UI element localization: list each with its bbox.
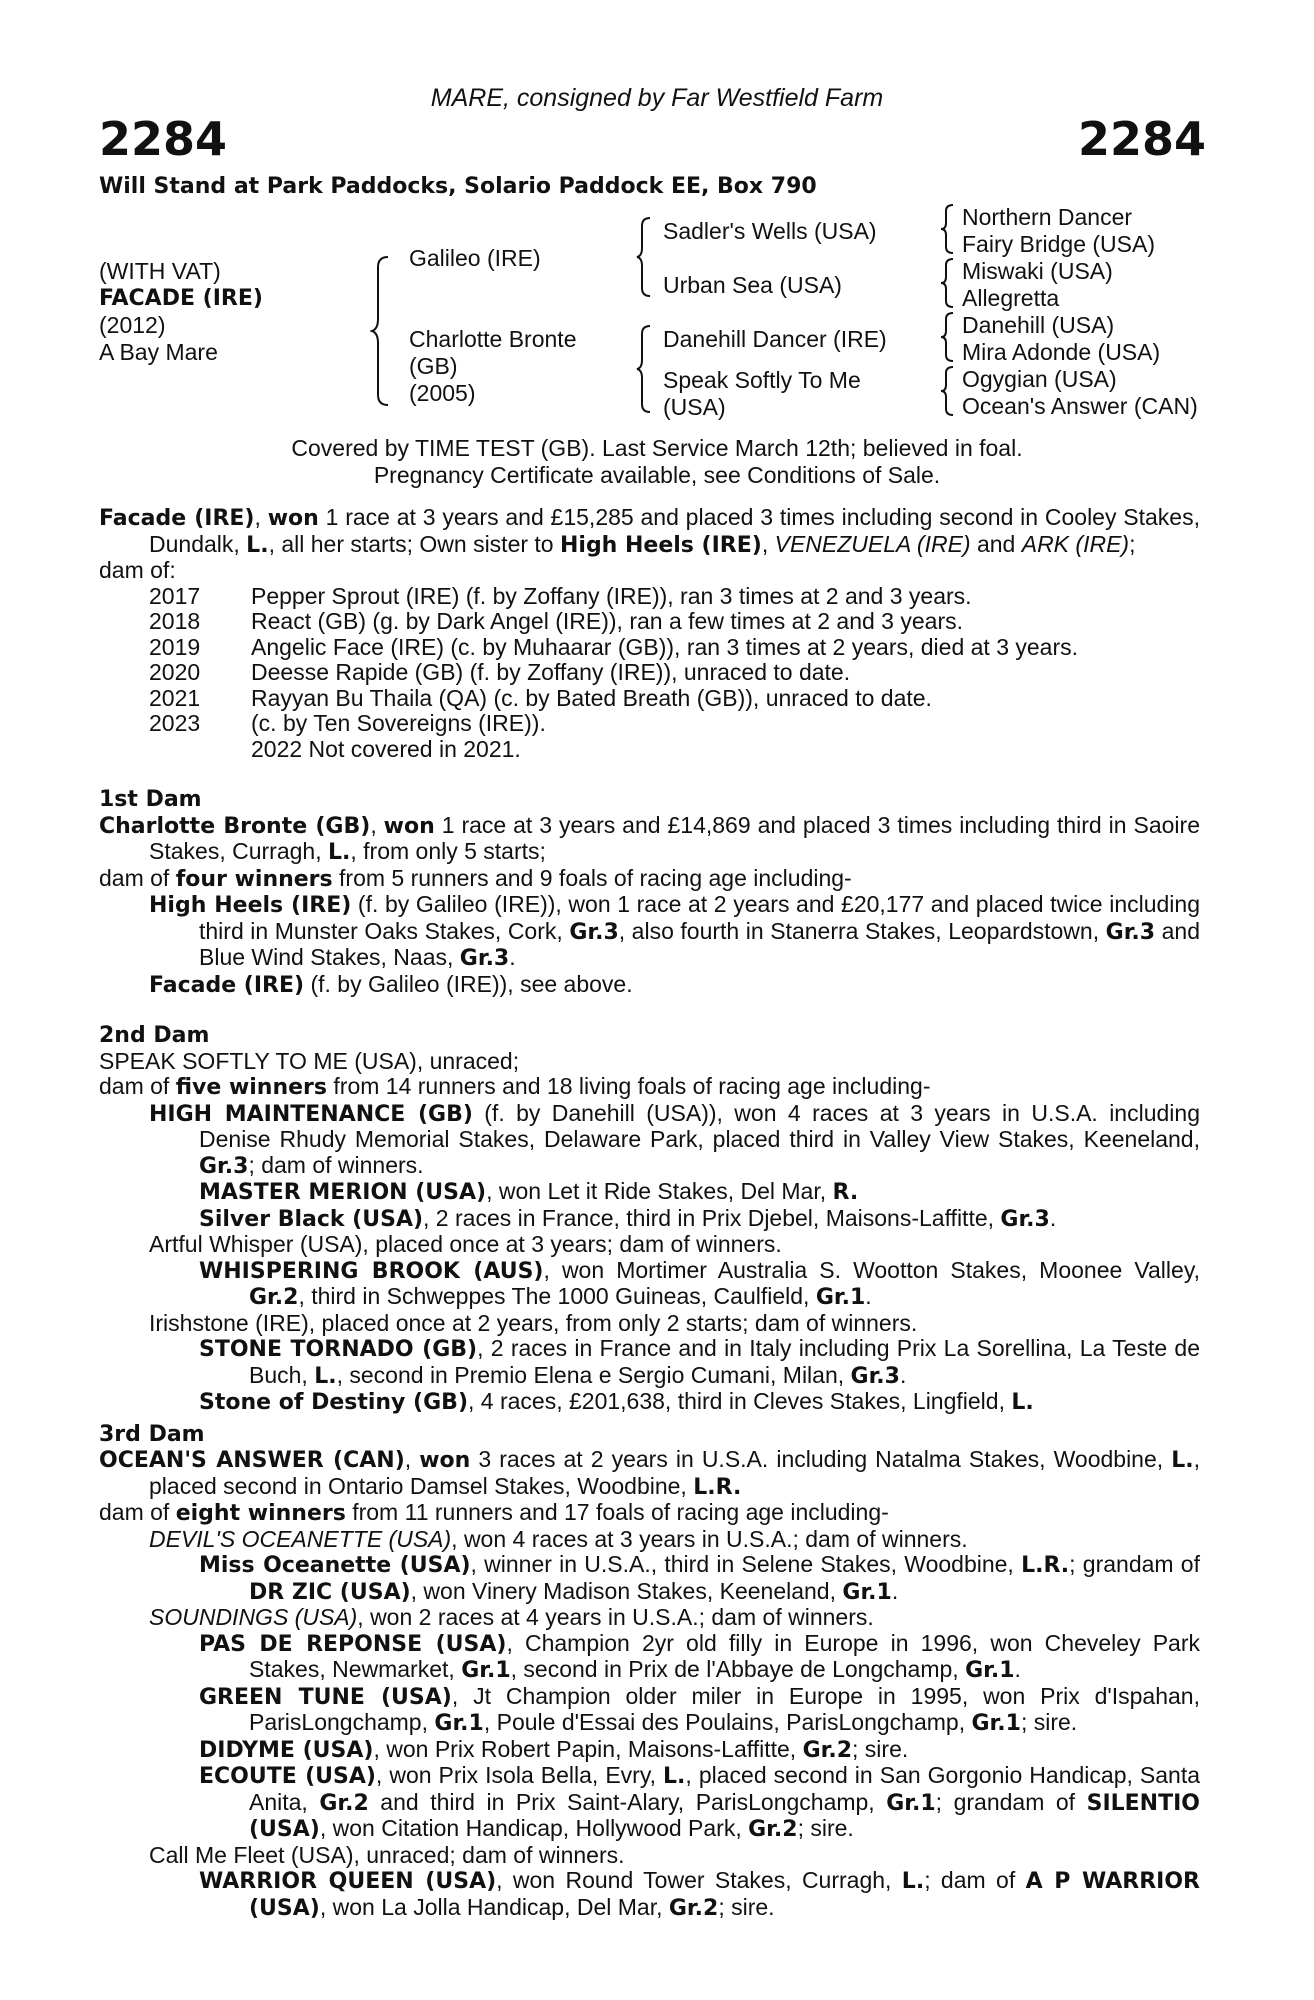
gen3-name-1: Northern Dancer: [962, 204, 1133, 230]
summary-text: from 14 runners and 18 living foals of racing age including-: [327, 1073, 931, 1099]
progeny-year: [149, 737, 251, 763]
progeny-row: [149, 584, 1200, 610]
silentio-name: SILENTIO (USA): [249, 1790, 1200, 1842]
progeny-text: Pepper Sprout (IRE) (f. by Zoffany (IRE)), ran 3 times at 2 and 3 years.: [251, 582, 972, 609]
progeny-text: Rayyan Bu Thaila (QA) (c. by Bated Breath (GB)), unraced to date.: [251, 684, 932, 711]
high-maintenance-name: HIGH MAINTENANCE (GB): [149, 1101, 473, 1127]
listed-label: L.: [1011, 1390, 1034, 1415]
entry-text: , Jt Champion older miler in Europe in 1995, won Prix d'Ispahan, ParisLongchamp,: [249, 1682, 1200, 1735]
facade-entry-name: Facade (IRE): [149, 972, 305, 998]
entry-text: , won 4 races at 3 years in U.S.A.; dam of winners.: [451, 1525, 968, 1552]
listed-restricted-label: L.R.: [1021, 1553, 1070, 1578]
grade-label: Gr.1: [842, 1579, 892, 1605]
ecoute-entry: [199, 1763, 1200, 1843]
entry-text: .: [891, 1577, 899, 1604]
entry-text: ; grandam of: [935, 1788, 1087, 1815]
first-dam-text-2: , from only 5 starts;: [350, 838, 546, 864]
sire-sire: Sadler's Wells (USA): [663, 218, 877, 244]
entry-text: ; dam of winners.: [248, 1151, 424, 1178]
progeny-year: 2018: [149, 608, 201, 634]
miss-oceanette-entry: [199, 1552, 1200, 1605]
horse-name: FACADE (IRE): [99, 286, 263, 311]
winners-count: four winners: [175, 866, 333, 892]
third-dam-paragraph: OCEAN'S ANSWER (CAN), won 3 races at 2 years in U.S.A. including Natalma Stakes, Woodbine, L., placed second in Ontario Damsel Stakes, Woodbine, L.R.: [99, 1446, 1200, 1500]
grade-label: Gr.3: [199, 1153, 249, 1179]
gen3-name-8: Ocean's Answer (CAN): [962, 393, 1198, 419]
grade-label: Gr.2: [668, 1895, 719, 1921]
third-dam-heading: 3rd Dam: [99, 1421, 205, 1447]
second-dam-produce-summary: [99, 1074, 1200, 1101]
grade-label: Gr.2: [249, 1285, 299, 1310]
grade-label: Gr.2: [802, 1737, 853, 1763]
progeny-row: [149, 711, 1200, 737]
dam-name-line3: (2005): [409, 380, 476, 406]
vat-label: (WITH VAT): [99, 258, 221, 284]
dam-dam-line1: Speak Softly To Me: [663, 367, 861, 393]
first-dam-paragraph: Charlotte Bronte (GB), won 1 race at 3 years and £14,869 and placed 3 times including third in Saoire Stakes, Curragh, L., from only 5 starts;: [99, 811, 1200, 865]
stand-location: Will Stand at Park Paddocks, Solario Paddock EE, Box 790: [99, 174, 817, 199]
whispering-brook-entry: [199, 1258, 1200, 1311]
gen3-name-3: Miswaki (USA): [962, 258, 1113, 284]
entry-text: , third in Schweppes The 1000 Guineas, Caulfield,: [298, 1283, 816, 1309]
pas-de-reponse-name: PAS DE REPONSE (USA): [199, 1631, 507, 1657]
call-me-fleet-entry: Call Me Fleet (USA), unraced; dam of winners.: [149, 1841, 625, 1868]
progeny-year: 2017: [149, 582, 201, 609]
soundings-entry: [149, 1605, 1200, 1631]
master-merion-name: MASTER MERION (USA): [199, 1180, 487, 1205]
devils-oceanette-entry: [149, 1527, 1200, 1553]
entry-text: , won Round Tower Stakes, Curragh,: [496, 1867, 902, 1893]
consignor-line: MARE, consigned by Far Westfield Farm: [430, 84, 884, 112]
progeny-row: [149, 686, 1200, 712]
entry-text: , won Prix Robert Papin, Maisons-Laffitte,: [373, 1735, 803, 1762]
lot-number-right: 2284: [1077, 112, 1206, 166]
stone-tornado-name: STONE TORNADO (GB): [199, 1337, 478, 1362]
entry-text: .: [1014, 1656, 1021, 1682]
first-dam-heading: 1st Dam: [99, 787, 202, 812]
stone-tornado-entry: [199, 1336, 1200, 1389]
stone-of-destiny-entry: [199, 1389, 1200, 1416]
progeny-row: [149, 737, 1200, 763]
entry-text: , 2 races in France, third in Prix Djebel, Maisons-Laffitte,: [423, 1204, 1001, 1231]
first-dam-text-1: 1 race at 3 years and £14,869 and placed 3 times including third in Saoire Stakes, Curragh,: [149, 811, 1200, 864]
entry-text: (f. by Danehill (USA)), won 4 races at 3 years in U.S.A. including Denise Rhudy Memorial Stakes, Delaware Park, placed third in Valley View Stakes, Keeneland,: [199, 1099, 1200, 1152]
grade-label: Gr.3: [1000, 1206, 1050, 1232]
ecoute-name: ECOUTE (USA): [199, 1764, 376, 1789]
facade-text-1: 1 race at 3 years and £15,285 and placed 3 times including second in Cooley Stakes, Dundalk,: [149, 504, 1200, 557]
progeny-row: [149, 635, 1200, 661]
covering-line-1: Covered by TIME TEST (GB). Last Service March 12th; believed in foal.: [291, 435, 1023, 461]
grade-label: Gr.1: [971, 1711, 1021, 1736]
dr-zic-name: DR ZIC (USA): [249, 1579, 411, 1605]
horse-description: A Bay Mare: [99, 339, 218, 365]
progeny-year: 2023: [149, 710, 201, 736]
warrior-queen-name: WARRIOR QUEEN (USA): [199, 1869, 497, 1894]
summary-text: dam of: [99, 1499, 176, 1525]
entry-text: .: [865, 1283, 872, 1309]
entry-text: ; sire.: [797, 1815, 854, 1841]
didyme-entry: [199, 1737, 1200, 1764]
entry-text: ; grandam of: [1069, 1551, 1200, 1577]
progeny-year: 2019: [149, 633, 201, 660]
grade-label: Gr.3: [1105, 919, 1156, 945]
second-dam-heading: 2nd Dam: [99, 1023, 210, 1048]
progeny-row: [149, 609, 1200, 635]
progeny-text: React (GB) (g. by Dark Angel (IRE)), ran a few times at 2 and 3 years.: [251, 608, 963, 634]
third-dam-name: OCEAN'S ANSWER (CAN): [99, 1448, 405, 1473]
entry-text: .: [509, 944, 516, 970]
entry-text: .: [899, 1361, 907, 1388]
covering-line-2: Pregnancy Certificate available, see Conditions of Sale.: [373, 462, 941, 488]
warrior-queen-entry: [199, 1868, 1200, 1921]
facade-text-5: ;: [1129, 530, 1136, 557]
whispering-brook-name: WHISPERING BROOK (AUS): [199, 1258, 544, 1284]
sire-dam: Urban Sea (USA): [663, 272, 842, 298]
dam-brace: [636, 324, 654, 414]
sire-name: Galileo (IRE): [409, 245, 541, 271]
stone-of-destiny-name: Stone of Destiny (GB): [199, 1390, 468, 1415]
gen3-name-6: Mira Adonde (USA): [962, 339, 1161, 365]
progeny-row: [149, 660, 1200, 686]
entry-text: , placed second in Ontario Damsel Stakes, Woodbine,: [149, 1446, 1200, 1499]
grade-label: Gr.1: [965, 1658, 1015, 1683]
restricted-label: R.: [832, 1180, 859, 1205]
progeny-text: 2022 Not covered in 2021.: [251, 735, 521, 762]
entry-text: , won Mortimer Australia S. Wootton Stakes, Moonee Valley,: [543, 1256, 1200, 1283]
grade-label: Gr.2: [319, 1790, 369, 1816]
entry-text: , second in Prix de l'Abbaye de Longchamp,: [510, 1656, 966, 1682]
grade-label: Gr.1: [815, 1285, 866, 1310]
gen3-brace-4: [940, 365, 956, 417]
ap-warrior-name: A P WARRIOR (USA): [249, 1869, 1200, 1921]
didyme-name: DIDYME (USA): [199, 1737, 374, 1763]
first-dam-name: Charlotte Bronte (GB): [99, 813, 371, 839]
soundings-name: SOUNDINGS (USA): [149, 1604, 358, 1630]
progeny-year: 2021: [149, 684, 201, 711]
entry-text: ; sire.: [852, 1735, 909, 1762]
dam-name-line1: Charlotte Bronte: [409, 326, 577, 352]
silver-black-entry: [199, 1206, 1200, 1233]
entry-text: , second in Premio Elena e Sergio Cumani, Milan,: [336, 1361, 851, 1388]
grade-label: Gr.1: [461, 1658, 511, 1683]
miss-oceanette-name: Miss Oceanette (USA): [199, 1553, 471, 1578]
facade-text-2: , all her starts; Own sister to: [268, 530, 560, 557]
entry-text: (f. by Galileo (IRE)), see above.: [304, 970, 633, 997]
gen3-brace-2: [940, 257, 956, 309]
summary-text: from 11 runners and 17 foals of racing age including-: [345, 1499, 889, 1525]
grade-label: Gr.3: [850, 1363, 900, 1389]
lot-number-left: 2284: [99, 112, 228, 166]
facade-sibling-3: ARK (IRE): [1021, 530, 1130, 557]
entry-text: , won Citation Handicap, Hollywood Park,: [319, 1815, 749, 1841]
catalogue-body: [99, 505, 1200, 1921]
artful-whisper-entry: Artful Whisper (USA), placed once at 3 years; dam of winners.: [149, 1231, 782, 1257]
facade-listed: L.: [246, 532, 269, 558]
pas-de-reponse-entry: [199, 1631, 1200, 1684]
pedigree-brace: [370, 255, 392, 407]
progeny-text: Deesse Rapide (GB) (f. by Zoffany (IRE)), unraced to date.: [251, 659, 851, 685]
high-heels-name: High Heels (IRE): [149, 893, 352, 918]
progeny-text: (c. by Ten Sovereigns (IRE)).: [251, 710, 546, 736]
third-dam-produce-summary: [99, 1500, 1200, 1527]
winners-count: five winners: [175, 1075, 328, 1100]
first-dam-won: won: [383, 813, 435, 839]
facade-sister: High Heels (IRE): [559, 532, 762, 558]
sire-brace: [636, 216, 654, 298]
green-tune-entry: [199, 1684, 1200, 1737]
listed-label: L.: [663, 1764, 686, 1789]
foaling-year: (2012): [99, 312, 166, 338]
facade-sibling-2: VENEZUELA (IRE): [774, 530, 971, 557]
entry-text: .: [1049, 1204, 1057, 1231]
listed-restricted-label: L.R.: [693, 1474, 742, 1500]
facade-won: won: [267, 506, 319, 531]
master-merion-entry: [199, 1179, 1200, 1206]
first-dam-produce-summary: [99, 866, 1200, 893]
gen3-brace-1: [940, 203, 956, 255]
listed-label: L.: [1171, 1448, 1194, 1473]
entry-text: , 4 races, £201,638, third in Cleves Stakes, Lingfield,: [468, 1388, 1012, 1414]
summary-text: dam of: [99, 864, 176, 891]
facade-text-4: and: [970, 530, 1022, 557]
dam-name-line2: (GB): [409, 353, 458, 379]
first-dam-listed: L.: [327, 840, 351, 865]
entry-text: , 2 races in France and in Italy including Prix La Sorellina, La Teste de Buch,: [249, 1335, 1200, 1388]
entry-text: ; dam of: [924, 1867, 1026, 1893]
grade-label: Gr.3: [459, 946, 510, 971]
listed-label: L.: [901, 1869, 925, 1894]
entry-text: ; sire.: [718, 1893, 775, 1920]
entry-text: , Champion 2yr old filly in Europe in 1996, won Cheveley Park Stakes, Newmarket,: [249, 1629, 1201, 1682]
covering-note: [0, 435, 1314, 489]
high-heels-entry: [149, 892, 1200, 972]
facade-paragraph: Facade (IRE), won 1 race at 3 years and £15,285 and placed 3 times including second in Cooley Stakes, Dundalk, L., all her starts; Own sister to High Heels (IRE), VENEZUELA (IRE) and ARK (IRE);: [99, 504, 1200, 558]
devils-oceanette-name: DEVIL'S OCEANETTE (USA): [149, 1525, 452, 1552]
dam-dam-line2: (USA): [663, 394, 726, 420]
entry-text: (f. by Galileo (IRE)), won 1 race at 2 years and £20,177 and placed twice including third in Munster Oaks Stakes, Cork,: [199, 891, 1200, 944]
summary-text: dam of: [99, 1073, 176, 1099]
entry-text: , won 2 races at 4 years in U.S.A.; dam of winners.: [357, 1604, 874, 1630]
gen3-name-2: Fairy Bridge (USA): [962, 231, 1155, 257]
entry-text: , Poule d'Essai des Poulains, ParisLongchamp,: [483, 1709, 972, 1735]
high-maintenance-entry: [149, 1101, 1200, 1180]
gen3-name-4: Allegretta: [962, 285, 1060, 311]
summary-text: from 5 runners and 9 foals of racing age including-: [332, 864, 852, 891]
green-tune-name: GREEN TUNE (USA): [199, 1684, 452, 1710]
grade-label: Gr.1: [886, 1790, 936, 1816]
entry-text: , placed second in San Gorgonio Handicap, Santa Anita,: [249, 1762, 1200, 1815]
second-dam-line: SPEAK SOFTLY TO ME (USA), unraced;: [99, 1047, 520, 1074]
facade-entry: [149, 972, 1200, 999]
entry-text: , won Let it Ride Stakes, Del Mar,: [486, 1178, 833, 1204]
gen3-brace-3: [940, 311, 956, 363]
grade-label: Gr.2: [748, 1817, 798, 1842]
dam-sire: Danehill Dancer (IRE): [663, 326, 887, 352]
progeny-list: [99, 584, 1200, 763]
entry-text: and Blue Wind Stakes, Naas,: [199, 917, 1200, 970]
gen3-name-5: Danehill (USA): [962, 312, 1115, 338]
progeny-year: 2020: [149, 659, 201, 685]
third-dam-won: won: [419, 1448, 471, 1473]
entry-text: , winner in U.S.A., third in Selene Stakes, Woodbine,: [470, 1551, 1022, 1577]
grade-label: Gr.1: [434, 1711, 484, 1736]
entry-text: and third in Prix Saint-Alary, ParisLongchamp,: [368, 1788, 887, 1815]
facade-name: Facade (IRE): [99, 506, 255, 531]
facade-text-3: ,: [761, 530, 775, 557]
entry-text: , won Vinery Madison Stakes, Keeneland,: [410, 1577, 843, 1604]
silver-black-name: Silver Black (USA): [199, 1206, 424, 1232]
listed-label: L.: [314, 1363, 337, 1389]
gen3-name-7: Ogygian (USA): [962, 366, 1117, 392]
winners-count: eight winners: [175, 1501, 346, 1526]
entry-text: , won La Jolla Handicap, Del Mar,: [319, 1893, 669, 1920]
entry-text: , won Prix Isola Bella, Evry,: [375, 1762, 664, 1788]
irishstone-entry: Irishstone (IRE), placed once at 2 years, from only 2 starts; dam of winners.: [149, 1309, 918, 1336]
entry-text: , also fourth in Stanerra Stakes, Leopardstown,: [618, 917, 1106, 944]
entry-text: 3 races at 2 years in U.S.A. including Natalma Stakes, Woodbine,: [470, 1446, 1172, 1472]
entry-text: ; sire.: [1020, 1709, 1078, 1735]
facade-dam-of: dam of:: [99, 557, 176, 583]
grade-label: Gr.3: [569, 919, 619, 945]
progeny-text: Angelic Face (IRE) (c. by Muhaarar (GB)), ran 3 times at 2 years, died at 3 years.: [251, 633, 1079, 660]
